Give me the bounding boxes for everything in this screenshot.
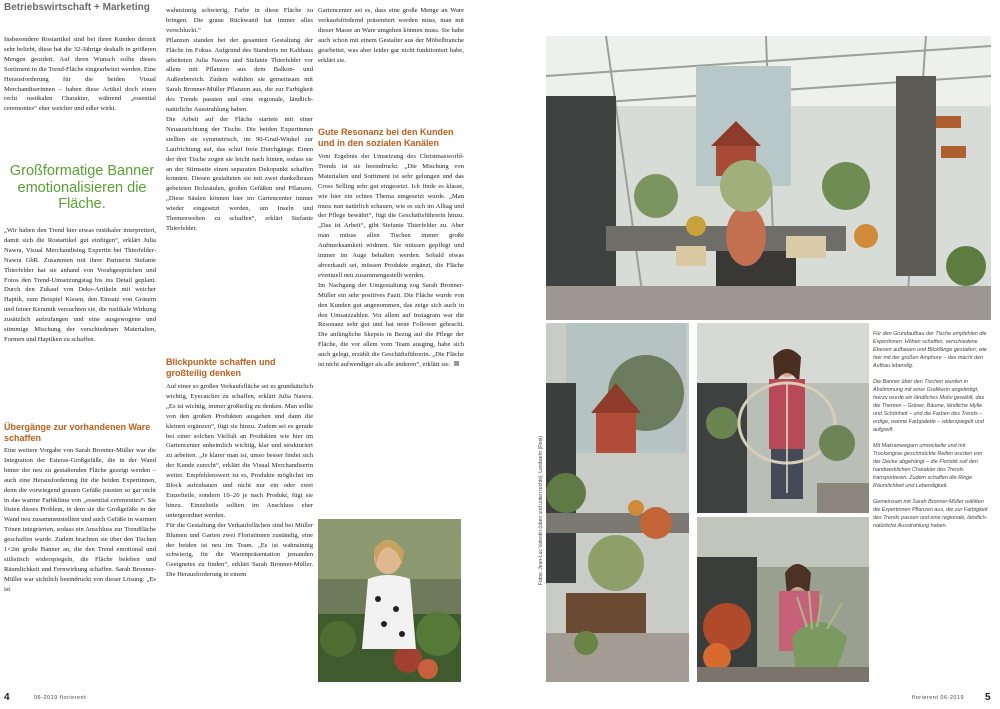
col1-paragraph-3: Eine weitere Vorgabe von Sarah Bronner-Müller war die Integration der Esteras-Großgefäße, die in der Wand hinter der neu zu gestaltenden Fläche gezeigt werden – auch eine Herausforderung für die beiden Expertinnen, denn die vorwiegend grauen Gefäße passten so gar nicht in das warme Farbklima von „essential ceremonies“. Sie lösten dieses Problem, in dem sie die Großgefäße in der Wand neu zusammenstellten und auch Gefäße in warmen Tönen integrierten, sodass ein Anschluss zur Trendfläche geschaffen wurde. Zudem brachten sie über den Tischen 1×2m große Banner an, die den Trend emotional und stilistisch widerspiegeln, die Fläche beleben und Räumlichkeit und Fernwirkung schaffen. Sarah Bronner-Müller war sichtlich beeindruckt von dieser Lösung: „Es ist xyxy=(4,447,156,593)
col3-paragraph-2 xyxy=(318,152,464,370)
col3-paragraph-1: Gartencenter sei es, dass eine große Menge an Ware verkaufsfördernd präsentiert werden muss, man mit dieser Masse an Ware umgehen können muss. Sie habe auch schon mit einem Gestalter aus der Möbelbranche gearbeitet, was aber leider gar nicht funktioniert habe, erklärt sie. xyxy=(318,7,464,64)
col2-paragraph-2: Auf einer so großen Verkaufsfläche sei es grundsätzlich wichtig, Eyecatcher zu schaffen, erklärt Julia Nawra. „Es ist wichtig, immer großteilig zu denken. Man sollte von den großen Produkten ausgehen und dann die kleinen ergänzen“, fügt sie hinzu. Zudem sei es gerade bei einer solchen Vielfalt an Produkten wie hier im Gartencenter unheimlich wichtig, klar und strukturiert zu arbeiten. „Je klarer man ist, umso besser findet sich der Kunde zurecht“, erklärt die Visual Merchandiserin weiter. Empfehlenswert ist es, Produkte möglichst im Block aufzubauen und nicht nur ein oder zwei Einzelteile, sondern 10–20 je nach Produkt, fügt sie hinzu. Einzelteile sollten im Anschluss eher untergeordnet werden. Für die Gestaltung der Verkaufsflächen sind bei Müller Blumen und Garten zwei Floristinnen zuständig, eine der beiden ist neu im Team. „Es ist wahnsinnig schwierig, für die Warenpräsentation jemanden Geeignetes zu finden“, erklärt Sarah Bronner-Müller. Die Herausforderung in einem xyxy=(166,383,313,579)
photo-captions: Für den Grundaufbau der Tische empfehlen die Expertinnen: Höhen schaffen, verschiedene Ebenen aufbauen und Blickfänge gestalten, wie hier mit der großen Amphore – das macht den Aufbau lebendig. Die Banner über den Tischen wurden in Abstimmung mit einer Grafikerin angefertigt, hierzu wurde ein ländliches Motiv gewählt, das die Themen – Gräser, Bäume, ländliche Idylle und Schönheit – und die Farben des Trends – erdige, warme Farbpalette – widerspiegelt und aufgreift. Mit Makrameegarn umwickelte und mit Trockengras geschmückte Reifen wurden von der Decke abgehängt – die Floristik soll den handwerklichen Charakter des Trends transportieren. Zudem schaffen die Ringe Räumlichkeit und Lebendigkeit. Gemeinsam mit Sarah Bronner-Müller wählten die Expertinnen Pflanzen aus, die zur Farbigkeit des Trends passen und eine regionale, ländlich-natürliche Ausstrahlung haben. xyxy=(873,331,988,529)
photo-credit xyxy=(530,320,544,590)
pull-quote: Großformatige Banner emotionalisieren die Fläche. xyxy=(9,163,155,212)
photo-woman-with-grasses xyxy=(697,517,869,682)
section-header: Betriebswirtschaft + Marketing xyxy=(4,2,150,13)
page-number-right: 5 xyxy=(985,692,991,703)
footer-right-info: florierent 06-2019 xyxy=(912,695,965,701)
photo-banner-and-wall xyxy=(546,323,689,682)
photo-woman-with-plants xyxy=(318,519,461,682)
page-number-left: 4 xyxy=(4,692,10,703)
col2-subheading: Blickpunkte schaffen und großteilig denken xyxy=(166,357,276,378)
photo-credit-text: Fotos: Jean-Luc Valentin (oben und unten rechts), Landwehr (Rest) xyxy=(538,435,544,585)
footer-left-info: 06-2019 florierent xyxy=(34,695,87,701)
col3-subheading: Gute Resonanz bei den Kunden und in den sozialen Kanälen xyxy=(318,127,454,148)
photo-macrame-hoop xyxy=(697,323,869,513)
article-end-mark xyxy=(454,361,459,366)
col1-paragraph-1: Insbesondere Rostartikel sind bei ihren Kunden derzeit sehr beliebt, diese hat die 32-Jährige deshalb in größeren Mengen geordert. Auf ihren Wunsch sollte dieses Sortiment in die Trend-Fläche eingearbeitet werden. Eine Herausforderung für die beiden Visual Merchandiserinnen – haben diese Artikel doch einen recht rustikalen Charakter, während „essential ceremonies“ eher weicher und edler wirkt. xyxy=(4,36,156,113)
col1-paragraph-2: „Wir haben den Trend hier etwas rustikaler interpretiert, damit sich die Rostartikel gut einfügen“, erklärt Julia Nawra, Visual Merchandising Expertin bei Thierfelder-Nawra GbR. Zusammen mit ihrer Partnerin Stefanie Thierfelder hat sie anhand von Vorabgesprächen und Fotos den Trend-Umsetzungstag bis ins Detail geplant. Durch den Zukauf von Deko-Artikeln mit weicher Haptik, zum Beispiel Kissen, den Einsatz von Gräsern und feiner Keramik versuchten sie, die rustikale Wirkung zusätzlich aufzufangen und eine ausgewogene und stimmige Mischung der verschiedenen Materialien, Formen und Haptiken zu schaffen. xyxy=(4,227,156,343)
photo-greenhouse-display xyxy=(546,36,991,320)
col2-paragraph-1: wahnsinnig schwierig, Farbe in diese Fläche zu bringen. Die graue Rückwand hat immer alles verschluckt.“ Pflanzen standen bei der gesamten Gestaltung der Fläche im Fokus. Aufgrund des Standorts im Kalthaus arbeiteten Julia Nawra und Stefanie Thierfelder vor allem mit Pflanzen aus dem Balkon- und Außenbereich. Zudem wählten sie gemeinsam mit Sarah Bronner-Müller Pflanzen aus, die zur Farbigkeit des Trends passten und eine regionale, ländlich-natürliche Ausstrahlung haben. Die Arbeit auf der Fläche startete mit einer Neuausrichtung der Tische. Die beiden Expertinnen stellten sie symmetrisch, im 90-Grad-Winkel zur Laufrichtung auf, das schuf freie Durchgänge. Einen der drei Tische zogen sie leicht nach hinten, sodass sie an der Stirnseite einen separaten Dekopunkt schaffen konnten. Diesen gestalteten sie mit zwei dunkelbraun gebeizten Holzsäulen, großen Gefäßen und Pflanzen. „Diese Säulen können hier im Gartencenter immer wieder eingesetzt werden, um Inseln und Themenwelten zu schaffen“, erklärt Stefanie Thierfelder. xyxy=(166,7,313,232)
col3-paragraph-2-text: Vom Ergebnis der Umsetzung des Christmasworld-Trends ist sie beeindruckt: „Die Mischung von Materialien und Sortiment ist sehr gelungen und das Cross Selling sehr gut eingesetzt. Ich finde es klasse, wie hier ein echtes Thema umgesetzt wurde. „Man muss nun natürlich schauen, wie es sich im Alltag und der Pflege bewährt“, fügt die Geschäftsführerin hinzu. „Das ist Arbeit“, gibt Stefanie Thierfelder zu. Aber man müsse allen Tischen immer große Aufmerksamkeit widmen. Sie müssen gepflegt und immer im Auge behalten werden. Sobald etwas abverkauft sei, müssen Produkte ergänzt, die Fläche eventuell neu zusammengestellt werden. Im Nachgang der Umgestaltung zog Sarah Bronner-Müller ein sehr positives Fazit. Die Fläche wurde von den Kunden gut angenommen, das zeige sich auch in den Umsatzzahlen. Vor allem auf Instagram war die Resonanz sehr gut und hat neue Follower gebracht. Die anfängliche Skepsis in Bezug auf die Pflege der Fläche, die vor allem vom Team ausging, habe sich auch gelegt, erzählt die Geschäftsführerin. „Die Fläche ist nicht aufwendiger als alle anderen“, erklärt sie. xyxy=(318,153,464,369)
col1-subheading: Übergänge zur vorhandenen Ware schaffen xyxy=(4,422,151,443)
